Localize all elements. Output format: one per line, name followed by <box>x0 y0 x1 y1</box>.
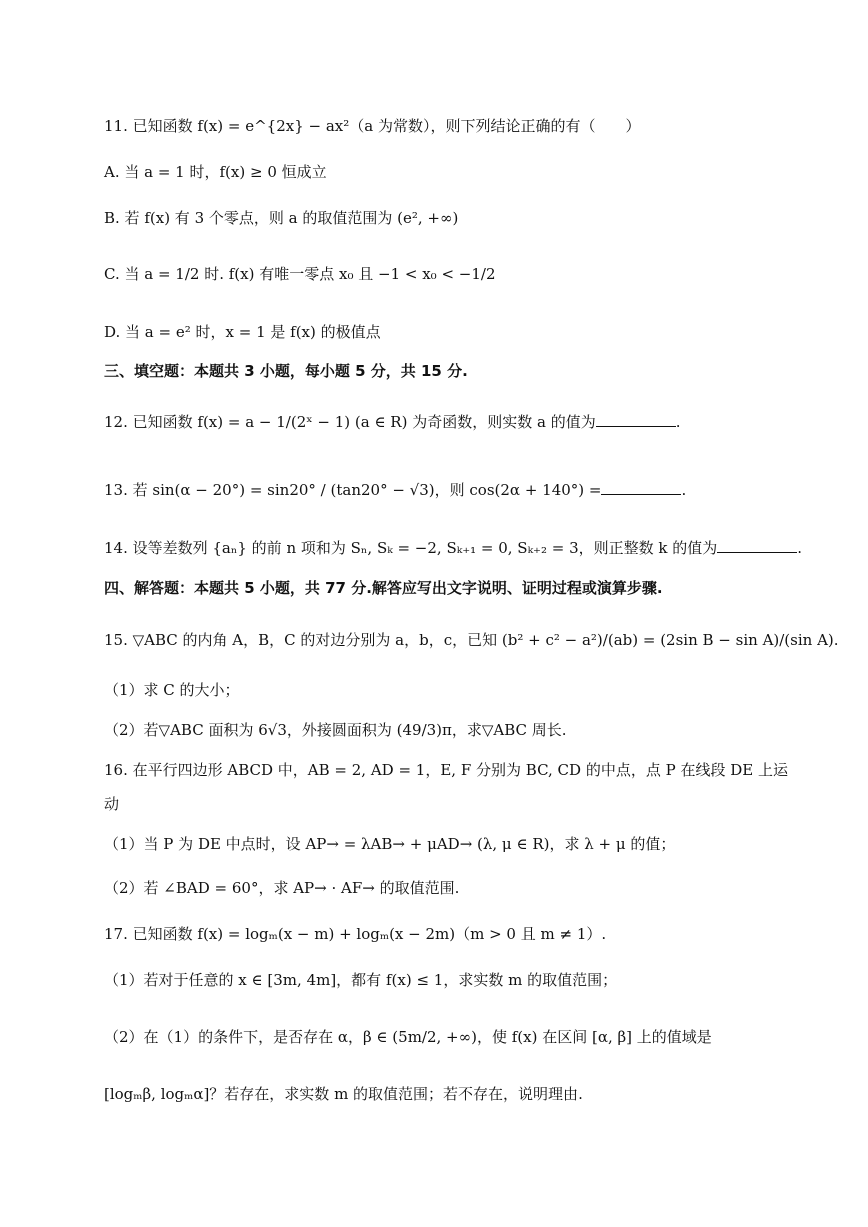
q15-part-2: （2）若▽ABC 面积为 6√3，外接圆面积为 (49/3)π，求▽ABC 周长. <box>104 721 567 739</box>
q16-stem-cont: 动 <box>104 795 120 813</box>
q11-option-b: B. 若 f(x) 有 3 个零点，则 a 的取值范围为 (e², +∞) <box>104 209 459 227</box>
q11-option-d: D. 当 a = e² 时，x = 1 是 f(x) 的极值点 <box>104 323 381 341</box>
q16-part-2: （2）若 ∠BAD = 60°，求 AP→ · AF→ 的取值范围. <box>104 879 460 897</box>
q14-text: 14. 设等差数列 {aₙ} 的前 n 项和为 Sₙ, Sₖ = −2, Sₖ₊₁ = 0, Sₖ₊₂ = 3，则正整数 k 的值为 <box>104 539 718 557</box>
q11-option-a: A. 当 a = 1 时，f(x) ≥ 0 恒成立 <box>104 163 327 181</box>
q12-text: 12. 已知函数 f(x) = a − 1/(2ˣ − 1) (a ∈ R) 为奇函数，则实数 a 的值为 <box>104 413 596 431</box>
q13: 13. 若 sin(α − 20°) = sin20° / (tan20° − √3)，则 cos(2α + 140°) = . <box>104 481 687 499</box>
q17-part-1: （1）若对于任意的 x ∈ [3m, 4m]，都有 f(x) ≤ 1，求实数 m 的取值范围； <box>104 971 618 989</box>
q16-part-1: （1）当 P 为 DE 中点时，设 AP→ = λAB→ + μAD→ (λ, μ ∈ R)，求 λ + μ 的值； <box>104 835 676 853</box>
section-4-heading: 四、解答题：本题共 5 小题，共 77 分.解答应写出文字说明、证明过程或演算步骤. <box>104 579 663 597</box>
q15-stem: 15. ▽ABC 的内角 A，B，C 的对边分别为 a，b，c，已知 (b² + c² − a²)/(ab) = (2sin B − sin A)/(sin A). <box>104 631 839 649</box>
q17-part-2-cont: [logₘβ, logₘα]？若存在，求实数 m 的取值范围；若不存在，说明理由. <box>104 1085 583 1103</box>
q17-stem: 17. 已知函数 f(x) = logₘ(x − m) + logₘ(x − 2m)（m > 0 且 m ≠ 1）. <box>104 925 607 943</box>
section-3-heading: 三、填空题：本题共 3 小题，每小题 5 分，共 15 分. <box>104 362 468 380</box>
q13-blank <box>601 480 681 495</box>
q14: 14. 设等差数列 {aₙ} 的前 n 项和为 Sₙ, Sₖ = −2, Sₖ₊₁ = 0, Sₖ₊₂ = 3，则正整数 k 的值为 . <box>104 539 803 557</box>
q17-part-2: （2）在（1）的条件下，是否存在 α，β ∈ (5m/2, +∞)，使 f(x) 在区间 [α, β] 上的值域是 <box>104 1028 712 1046</box>
q15-part-1: （1）求 C 的大小； <box>104 681 240 699</box>
q16-stem: 16. 在平行四边形 ABCD 中，AB = 2, AD = 1，E, F 分别为 BC, CD 的中点，点 P 在线段 DE 上运 <box>104 761 788 779</box>
q11-option-c: C. 当 a = 1/2 时. f(x) 有唯一零点 x₀ 且 −1 < x₀ < −1/2 <box>104 265 496 283</box>
q14-blank <box>717 538 797 553</box>
q12-blank <box>596 412 676 427</box>
q11-stem: 11. 已知函数 f(x) = e^{2x} − ax²（a 为常数），则下列结论正确的有（ ） <box>104 117 641 135</box>
q13-text: 13. 若 sin(α − 20°) = sin20° / (tan20° − √3)，则 cos(2α + 140°) = <box>104 481 602 499</box>
q12: 12. 已知函数 f(x) = a − 1/(2ˣ − 1) (a ∈ R) 为奇函数，则实数 a 的值为 . <box>104 413 681 431</box>
